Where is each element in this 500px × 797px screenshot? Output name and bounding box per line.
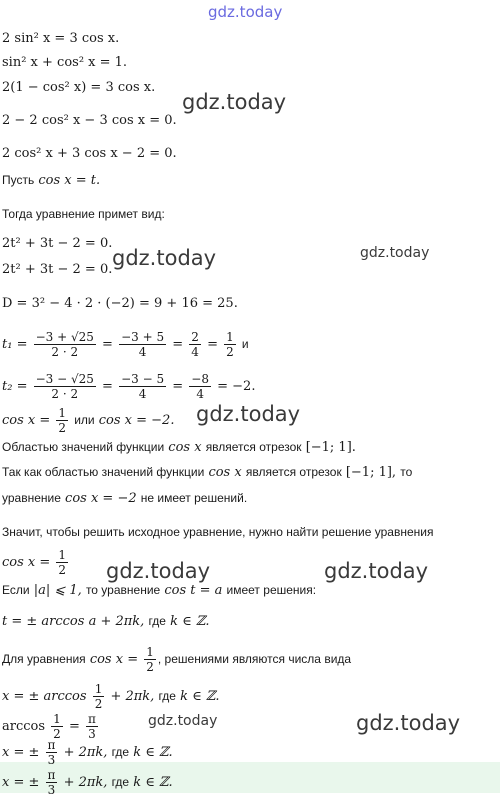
num: 1 [58, 548, 67, 562]
text: где [148, 614, 166, 628]
text: Так как областью значений функции [2, 465, 205, 479]
num: 1 [226, 330, 234, 344]
text: не имеет решений. [140, 491, 248, 505]
text: имеет решения: [226, 583, 317, 597]
den: 2 [226, 345, 234, 359]
cos-rhs: cos x = −2. [98, 413, 175, 428]
watermark: gdz.today [324, 559, 429, 583]
num: 2 [191, 330, 199, 344]
den: 2 [94, 697, 103, 711]
text: где [158, 689, 176, 703]
solution-line-2 [2, 738, 173, 767]
den: 4 [191, 345, 199, 359]
frac [34, 330, 96, 359]
frac [51, 712, 63, 741]
line-8: 2t² + 3t − 2 = 0. [2, 236, 113, 251]
dlya-line [2, 645, 351, 674]
cos-line [2, 406, 174, 435]
math: k ∈ ℤ. [133, 745, 173, 760]
num: −8 [191, 372, 209, 386]
num: −3 + 5 [121, 330, 165, 344]
math: arccos [2, 719, 46, 734]
watermark: gdz.today [106, 559, 211, 583]
math: + 2πk, [63, 745, 108, 760]
text: то уравнение [85, 583, 161, 597]
arccos-line [2, 712, 100, 741]
math: k ∈ ℤ. [180, 689, 220, 704]
den: 4 [196, 387, 204, 401]
den: 2 [146, 660, 154, 674]
watermark: gdz.today [196, 402, 301, 426]
eq-line [2, 548, 70, 577]
text: Пусть [2, 173, 35, 187]
watermark: gdz.today [360, 245, 430, 261]
math: cos x [208, 465, 242, 480]
text: является отрезок [245, 465, 342, 479]
math: + 2πk, [110, 689, 155, 704]
line-9: 2t² + 3t − 2 = 0. [2, 262, 113, 277]
num: π [47, 738, 56, 752]
text: Областью значений функции [2, 440, 165, 454]
num: 1 [58, 406, 67, 420]
math: [−1; 1]. [305, 440, 356, 455]
t2-line: t₂ = $\frac{-3 - √25}{2 \cdot 2}$ = $\frac{-3 - 5}{4}$ = $\frac{-8}{4}$ = −2. [2, 372, 256, 401]
text: , решениями являются числа вида [157, 652, 352, 666]
frac [46, 738, 58, 767]
num: 1 [53, 712, 61, 726]
line-5: 2 cos² x + 3 cos x − 2 = 0. [2, 146, 177, 161]
math: cos x [168, 440, 202, 455]
watermark: gdz.today [182, 90, 287, 114]
num: 1 [146, 645, 154, 659]
num: π [47, 768, 56, 782]
den: 4 [138, 345, 147, 359]
cos-lhs: cos x = [2, 413, 51, 428]
math: x = ± [2, 775, 40, 790]
frac [144, 645, 156, 674]
frac [56, 548, 68, 577]
math: x = ± [2, 745, 40, 760]
t1-line: t₁ = $\frac{-3 + √25}{2 \cdot 2}$ = $\frac{-3 + 5}{4}$ = $\frac{2}{4}$ = $\frac{1}{2}$ и [2, 330, 249, 359]
math: x = ± arccos [2, 689, 87, 704]
znach-line: Значит, чтобы решить исходное уравнение, нужно найти решение уравнения [2, 525, 434, 539]
math: cos x = [89, 652, 139, 667]
den: 3 [47, 753, 56, 767]
esli-line [2, 582, 316, 599]
den: 2 [53, 727, 61, 741]
math: + 2πk, [63, 775, 108, 790]
den: 4 [138, 387, 147, 401]
den: 2 [58, 563, 67, 577]
frac [224, 330, 236, 359]
text: уравнение [2, 491, 61, 505]
t1-tail: и [241, 337, 249, 351]
math: [−1; 1], [345, 465, 397, 480]
range-line-3 [2, 490, 247, 507]
line-4: 2 − 2 cos² x − 3 cos x = 0. [2, 113, 177, 128]
watermark: gdz.today [356, 711, 461, 735]
math: |a| ⩽ 1, [33, 583, 82, 598]
watermark: gdz.today [148, 713, 218, 729]
text: то [400, 465, 413, 479]
watermark: gdz.today [112, 246, 217, 270]
den: 3 [88, 727, 96, 741]
watermark-top: gdz.today [208, 3, 283, 21]
frac [189, 330, 201, 359]
den: 3 [47, 783, 56, 797]
text: где [111, 775, 130, 789]
num: −3 − √25 [35, 372, 94, 386]
math: cos t = a [164, 583, 223, 598]
frac [34, 372, 96, 401]
den: 2 · 2 [51, 345, 79, 359]
text: где [111, 745, 130, 759]
cos-mid: или [74, 413, 95, 427]
num: −3 − 5 [121, 372, 165, 386]
num: π [88, 712, 96, 726]
math: cos x = −2 [65, 491, 137, 506]
den: 2 [58, 421, 67, 435]
line-6 [2, 172, 100, 189]
eq-lhs: cos x = [2, 555, 51, 570]
frac [56, 406, 68, 435]
frac [86, 712, 98, 741]
range-line-2 [2, 464, 412, 481]
math: cos x = t. [38, 173, 101, 188]
frac [119, 330, 166, 359]
line-7: Тогда уравнение примет вид: [2, 207, 165, 221]
math: = [68, 719, 80, 734]
range-line-1 [2, 439, 356, 456]
t1-lhs: t₁ = [2, 337, 28, 352]
t2-lhs: t₂ = [2, 379, 28, 394]
general-solution [2, 613, 209, 630]
num: −3 + √25 [35, 330, 94, 344]
num: 1 [94, 682, 103, 696]
text: является отрезок [205, 440, 302, 454]
text: Для уравнения [2, 652, 86, 666]
math: k ∈ ℤ. [170, 614, 210, 629]
line-3: 2(1 − cos² x) = 3 cos x. [2, 80, 156, 95]
line-1: 2 sin² x = 3 cos x. [2, 31, 120, 46]
t2-tail: = −2. [217, 379, 256, 394]
math: k ∈ ℤ. [133, 775, 173, 790]
frac [93, 682, 105, 711]
math: t = ± arccos a + 2πk, [2, 614, 145, 629]
line-2: sin² x + cos² x = 1. [2, 55, 128, 70]
solution-line-1 [2, 682, 220, 711]
den: 2 · 2 [51, 387, 79, 401]
text: Если [2, 583, 30, 597]
line-10: D = 3² − 4 · 2 · (−2) = 9 + 16 = 25. [2, 296, 238, 311]
frac [189, 372, 211, 401]
frac [119, 372, 166, 401]
